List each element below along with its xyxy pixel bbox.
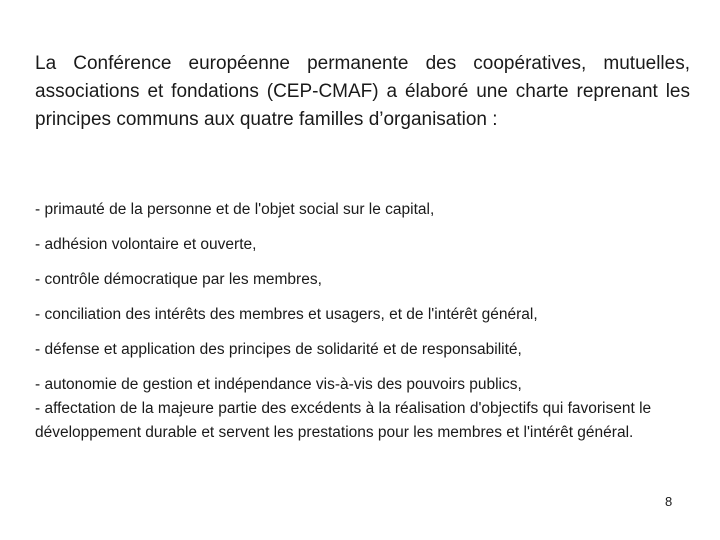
list-item: - primauté de la personne et de l'objet social sur le capital, [35, 201, 435, 218]
list-item: - autonomie de gestion et indépendance vis-à-vis des pouvoirs publics, [35, 376, 522, 393]
list-item: - affectation de la majeure partie des excédents à la réalisation d'objectifs qui favorisent le développement durable et servent les prestations pour les membres et l'intérêt général. [35, 400, 652, 441]
list-item: - défense et application des principes de solidarité et de responsabilité, [35, 341, 522, 358]
list-item: - contrôle démocratique par les membres, [35, 271, 322, 288]
page-number: 8 [665, 494, 673, 509]
principles-list [35, 198, 695, 445]
list-item: - conciliation des intérêts des membres et usagers, et de l'intérêt général, [35, 306, 538, 323]
intro-paragraph: La Conférence européenne permanente des coopératives, mutuelles, associations et fondations (CEP-CMAF) a élaboré une charte reprenant les principes communs aux quatre familles d’organisation : [35, 53, 690, 130]
list-item: - adhésion volontaire et ouverte, [35, 236, 257, 253]
